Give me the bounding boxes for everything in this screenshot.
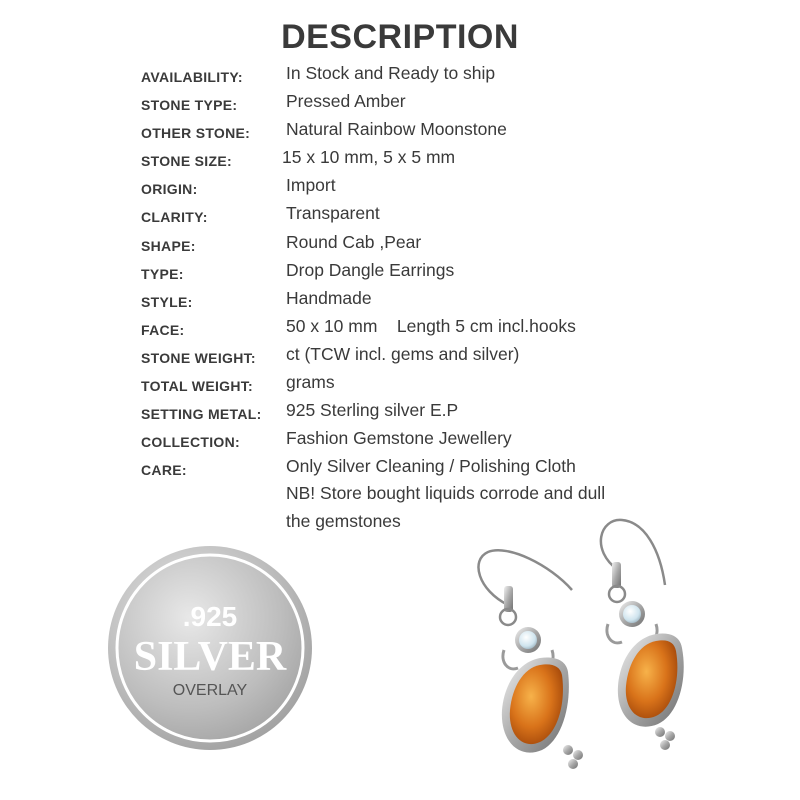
spec-row-stone-size (141, 147, 741, 175)
spec-value: Transparent (286, 203, 380, 224)
spec-row-other-stone (141, 119, 741, 147)
jump-ring (609, 586, 625, 602)
spec-label: STONE SIZE: (141, 153, 232, 170)
spec-row-type (141, 260, 741, 288)
bead (573, 750, 583, 760)
ear-hook (601, 520, 665, 585)
badge-overlay: OVERLAY (172, 682, 248, 699)
badge-silver: SILVER (133, 634, 287, 680)
page-title: DESCRIPTION (281, 18, 519, 56)
bead (665, 731, 675, 741)
spec-label: STONE TYPE: (141, 97, 238, 114)
spec-label: OTHER STONE: (141, 125, 251, 142)
spec-row-setting-metal (141, 400, 741, 428)
spec-value: In Stock and Ready to ship (286, 63, 496, 83)
care-note-line-1: NB! Store bought liquids corrode and dull (286, 483, 606, 503)
spec-row-shape (141, 232, 741, 260)
spec-label: SHAPE: (141, 237, 196, 254)
spec-label: COLLECTION: (141, 434, 240, 451)
spec-value: Natural Rainbow Moonstone (286, 119, 507, 140)
spec-list (141, 63, 741, 484)
spec-value: Fashion Gemstone Jewellery (286, 428, 512, 449)
spec-value: Handmade (286, 287, 372, 308)
left-earring (478, 550, 583, 769)
silver-overlay-badge (107, 545, 313, 751)
spec-row-face (141, 316, 741, 344)
spec-row-care (141, 456, 741, 484)
spec-label: SETTING METAL: (141, 406, 262, 423)
spec-label: TOTAL WEIGHT: (141, 378, 254, 395)
spec-value: Only Silver Cleaning / Polishing Cloth (286, 456, 576, 477)
spec-row-availability (141, 63, 741, 91)
spec-value: 925 Sterling silver E.P (286, 400, 459, 421)
spec-label: FACE: (141, 321, 185, 338)
ear-hook (478, 550, 572, 605)
badge-925: .925 (182, 601, 238, 632)
spec-row-total-weight (141, 372, 741, 400)
spec-value: Import (286, 175, 336, 196)
spec-label: STYLE: (141, 293, 193, 310)
spec-label: AVAILABILITY: (141, 69, 243, 85)
spec-value: ct (TCW incl. gems and silver) (286, 343, 520, 364)
spec-value: Round Cab ,Pear (286, 231, 422, 252)
spec-value: 50 x 10 mm Length 5 cm incl.hooks (286, 315, 576, 336)
bead (568, 759, 578, 769)
bead (655, 727, 665, 737)
spec-label: STONE WEIGHT: (141, 349, 256, 366)
spec-value: grams (286, 372, 335, 393)
moonstone (519, 631, 537, 649)
right-earring (601, 520, 684, 750)
spec-label: TYPE: (141, 265, 184, 282)
spec-row-stone-weight (141, 344, 741, 372)
bead (563, 745, 573, 755)
moonstone (623, 605, 641, 623)
earrings-image (460, 510, 750, 795)
care-note-line-2: the gemstones (286, 511, 401, 531)
bead (660, 740, 670, 750)
spec-row-collection (141, 428, 741, 456)
spec-value: 15 x 10 mm, 5 x 5 mm (282, 147, 456, 168)
spec-label: CARE: (141, 462, 187, 479)
spec-row-style (141, 288, 741, 316)
hook-coil (612, 562, 621, 588)
spec-label: ORIGIN: (141, 181, 198, 198)
spec-row-clarity (141, 203, 741, 231)
spec-label: CLARITY: (141, 209, 208, 226)
spec-value: Drop Dangle Earrings (286, 259, 455, 280)
spec-row-origin (141, 175, 741, 203)
spec-row-stone-type (141, 91, 741, 119)
spec-value: Pressed Amber (286, 91, 406, 112)
